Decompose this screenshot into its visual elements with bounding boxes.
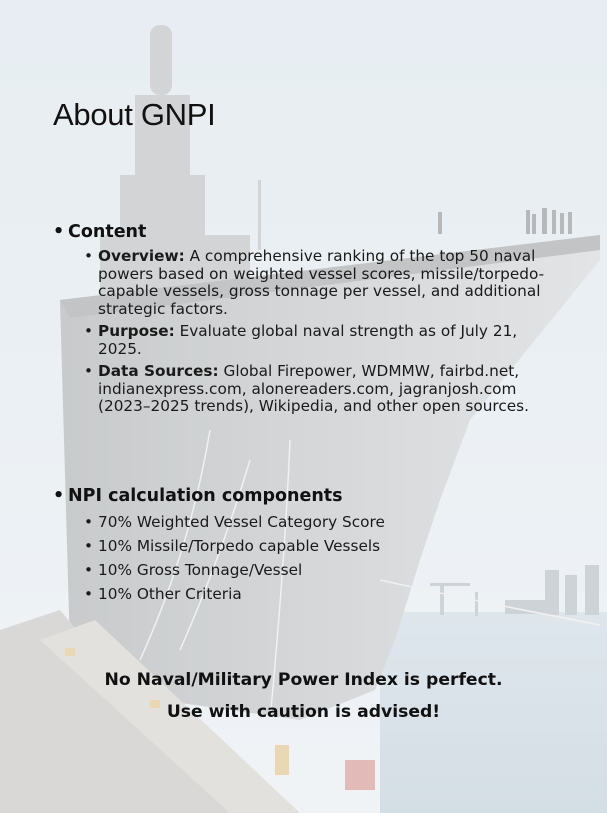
npi-component-text: 70% Weighted Vessel Category Score: [98, 513, 385, 531]
list-item: [53, 561, 563, 579]
content-section-heading: [53, 221, 563, 243]
npi-list: [53, 513, 563, 603]
bullet-icon: •: [84, 362, 94, 380]
overview-text: A comprehensive ranking of the top 50 naval powers based on weighted vessel scores, missile/torpedo-capable vessels, gross tonnage per vessel, and additional strategic factors.: [98, 247, 545, 318]
overview-label: Overview:: [98, 247, 185, 265]
bullet-icon: •: [53, 486, 65, 506]
npi-heading-text: NPI calculation components: [68, 486, 343, 506]
data-sources-text: Global Firepower, WDMMW, fairbd.net, indianexpress.com, alonereaders.com, jagranjosh.com (2023–2025 trends), Wikipedia, and other open sources.: [98, 362, 530, 415]
content-list: [53, 248, 563, 416]
list-item: [53, 537, 563, 555]
npi-component-text: 10% Gross Tonnage/Vessel: [98, 561, 303, 579]
bullet-icon: •: [84, 585, 94, 603]
bullet-icon: •: [84, 247, 94, 265]
content-section: [53, 221, 563, 416]
disclaimer-line-2: Use with caution is advised!: [166, 702, 441, 722]
purpose-label: Purpose:: [98, 322, 175, 340]
list-item-data-sources: [53, 363, 563, 416]
purpose-text: Evaluate global naval strength as of July 21, 2025.: [98, 322, 518, 358]
npi-component-text: 10% Missile/Torpedo capable Vessels: [98, 537, 381, 555]
npi-component-text: 10% Other Criteria: [98, 585, 242, 603]
page-title: About GNPI: [53, 97, 216, 132]
npi-components-section: [53, 485, 563, 603]
bullet-icon: •: [84, 322, 94, 340]
npi-section-heading: [53, 485, 563, 507]
disclaimer-line-1: No Naval/Military Power Index is perfect.: [104, 670, 503, 690]
list-item-purpose: [53, 323, 563, 358]
bullet-icon: •: [84, 561, 94, 579]
list-item: [53, 585, 563, 603]
bullet-icon: •: [53, 222, 65, 242]
data-sources-label: Data Sources:: [98, 362, 219, 380]
list-item-overview: [53, 248, 563, 318]
bullet-icon: •: [84, 513, 94, 531]
bullet-icon: •: [84, 537, 94, 555]
list-item: [53, 513, 563, 531]
content-heading-text: Content: [68, 222, 147, 242]
